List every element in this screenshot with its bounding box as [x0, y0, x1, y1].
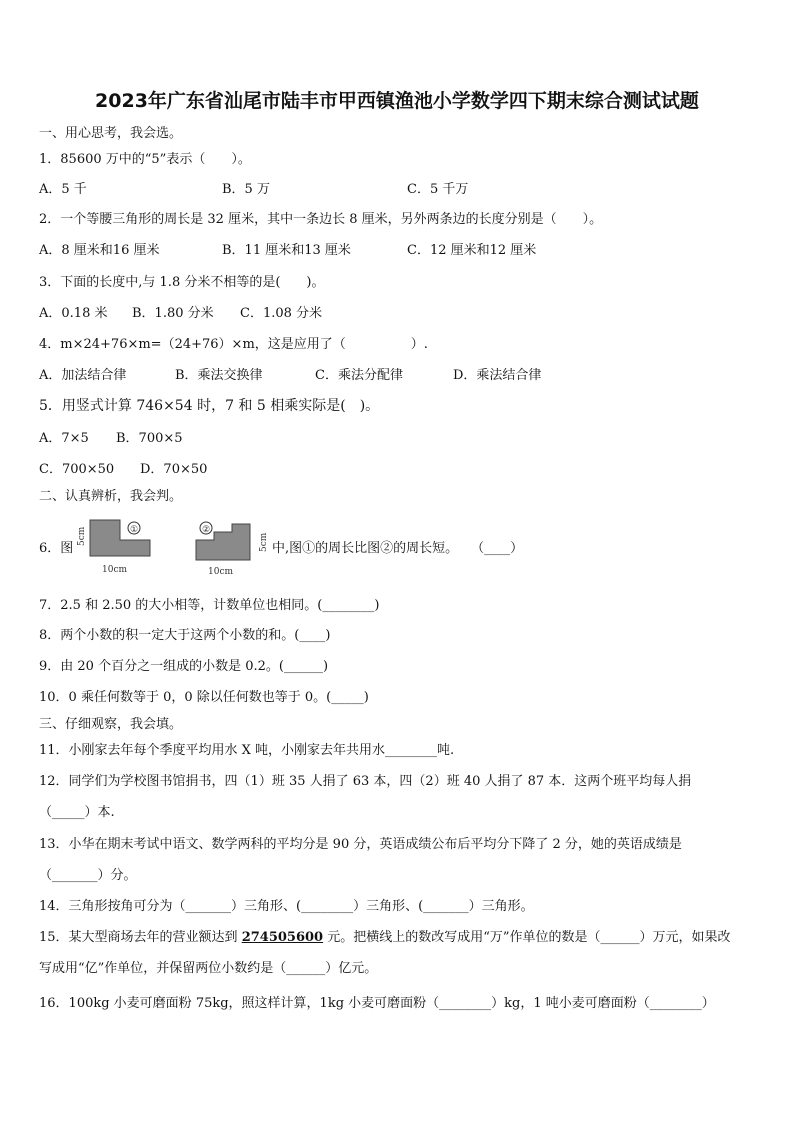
q15-suffix: 元。把横线上的数改写成用“万”作单位的数是（______）万元，如果改: [323, 930, 731, 945]
q15-underlined-number: 274505600: [241, 930, 324, 945]
fig1-width-label: 10cm: [102, 565, 128, 575]
q5-option-d: D．70×50: [140, 462, 208, 477]
q15-prefix: 15．某大型商场去年的营业额达到: [39, 930, 242, 945]
q1-option-b: B．5 万: [222, 182, 270, 197]
page-title: 2023年广东省汕尾市陆丰市甲西镇渔池小学数学四下期末综合测试试题: [95, 90, 699, 112]
question-7: 7．2.5 和 2.50 的大小相等，计数单位也相同。(________): [39, 598, 380, 613]
question-6-number: 6．图: [39, 541, 74, 556]
fig2-label: ②: [202, 525, 211, 535]
q4-option-c: C．乘法分配律: [315, 368, 403, 383]
section-heading-judge: 二、认真辨析，我会判。: [39, 489, 183, 504]
section-heading-fill: 三、仔细观察，我会填。: [39, 717, 183, 732]
fig1-height-label: 5cm: [77, 526, 87, 546]
question-12-line-1: 12．同学们为学校图书馆捐书，四（1）班 35 人捐了 63 本，四（2）班 40 人捐了 87 本．这两个班平均每人捐: [39, 774, 692, 789]
question-11: 11．小刚家去年每个季度平均用水 X 吨，小刚家去年共用水________吨.: [39, 743, 455, 758]
question-12-line-2: （_____）本.: [39, 805, 115, 820]
question-9: 9．由 20 个百分之一组成的小数是 0.2。(______): [39, 659, 329, 674]
q3-option-c: C．1.08 分米: [240, 306, 323, 321]
figure-2: [192, 516, 272, 576]
question-8: 8．两个小数的积一定大于这两个小数的和。(____): [39, 628, 331, 643]
question-2: 2．一个等腰三角形的周长是 32 厘米，其中一条边长 8 厘米，另外两条边的长度分别是（ ）。: [39, 212, 603, 227]
question-4: 4．m×24+76×m=（24+76）×m，这是应用了（ ）.: [39, 337, 428, 352]
question-5: 5．用竖式计算 746×54 时，7 和 5 相乘实际是( )。: [39, 398, 380, 414]
question-3: 3．下面的长度中,与 1.8 分米不相等的是( )。: [39, 275, 325, 290]
q5-option-a: A．7×5: [39, 431, 89, 446]
q1-option-c: C．5 千万: [407, 182, 469, 197]
q5-option-b: B．700×5: [116, 431, 183, 446]
q3-option-b: B．1.80 分米: [132, 306, 214, 321]
section-heading-choice: 一、用心思考，我会选。: [39, 126, 183, 141]
question-16: 16．100kg 小麦可磨面粉 75kg，照这样计算，1kg 小麦可磨面粉（________）kg，1 吨小麦可磨面粉（________）: [39, 996, 715, 1011]
fig1-shape: [90, 520, 150, 556]
fig1-label: ①: [130, 525, 139, 535]
q2-option-b: B．11 厘米和13 厘米: [222, 243, 351, 258]
q2-option-c: C．12 厘米和12 厘米: [407, 243, 537, 258]
fig2-height-label: 5cm: [259, 532, 269, 552]
q2-option-a: A．8 厘米和16 厘米: [39, 243, 160, 258]
q3-option-a: A．0.18 米: [39, 306, 108, 321]
question-10: 10．0 乘任何数等于 0，0 除以任何数也等于 0。(_____): [39, 690, 369, 705]
q4-option-d: D．乘法结合律: [453, 368, 542, 383]
question-6-text: 中,图①的周长比图②的周长短。 （____）: [272, 541, 524, 556]
q4-option-b: B．乘法交换律: [175, 368, 263, 383]
fig2-width-label: 10cm: [208, 567, 234, 576]
question-13-line-1: 13．小华在期末考试中语文、数学两科的平均分是 90 分，英语成绩公布后平均分下降了 2 分，她的英语成绩是: [39, 837, 682, 852]
question-14: 14．三角形按角可分为（_______）三角形、(________）三角形、(_______）三角形。: [39, 899, 534, 914]
question-15-line-1: [39, 926, 731, 945]
question-1: 1．85600 万中的“5”表示（ ）。: [39, 152, 251, 167]
figure-1: [72, 516, 172, 576]
question-15-line-2: 写成用“亿”作单位，并保留两位小数约是（______）亿元。: [39, 961, 378, 976]
q1-option-a: A．5 千: [39, 182, 87, 197]
question-13-line-2: （_______）分。: [39, 868, 137, 883]
q4-option-a: A．加法结合律: [39, 368, 127, 383]
q5-option-c: C．700×50: [39, 462, 115, 477]
